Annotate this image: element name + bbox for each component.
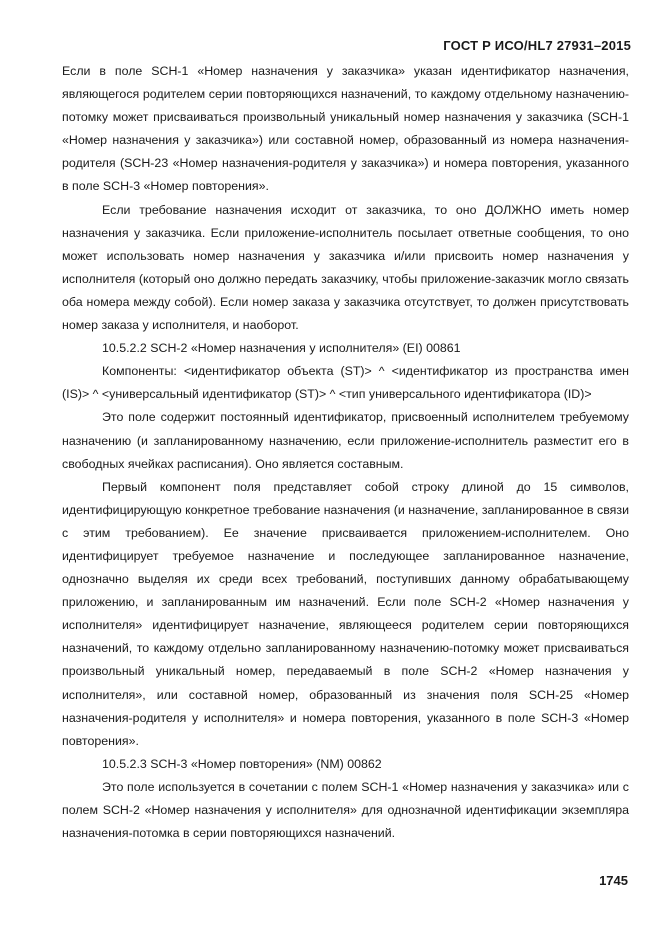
section-heading: 10.5.2.3 SCH-3 «Номер повторения» (NM) 00862 <box>102 756 382 771</box>
document-body <box>62 60 629 845</box>
section-heading: 10.5.2.2 SCH-2 «Номер назначения у исполнителя» (EI) 00861 <box>102 341 461 356</box>
paragraph: Если требование назначения исходит от заказчика, то оно ДОЛЖНО иметь номер назначения у заказчика. Если приложение-исполнитель посылает ответные сообщения, то оно может использовать номер назначения у заказчика и/или присвоить номер назначения у исполнителя (который оно должно передать заказчику, чтобы приложение-заказчик могло связать оба номера между собой). Если номер заказа у заказчика отсутствует, то должен присутствовать номер заказа у исполнителя, и наоборот. <box>62 202 629 333</box>
paragraph: Первый компонент поля представляет собой строку длиной до 15 символов, идентифицирующую конкретное требование назначения (и назначение, запланированное в связи с этим требованием). Ее значение присваивается приложением-исполнителем. Оно идентифицирует требуемое назначение и последующее запланированное назначение, однозначно выделяя их среди всех требований, поступивших данному обрабатывающему приложению, и запланированным им назначений. Если поле SCH-2 «Номер назначения у исполнителя» идентифицирует назначение, являющееся родителем серии повторяющихся назначений, то каждому отдельно запланированному назначению-потомку может присваиваться произвольный уникальный номер, передаваемый в поле SCH-2 «Номер назначения у исполнителя», или составной номер, образованный из значения поля SCH-25 «Номер назначения-родителя у исполнителя» и номера повторения, указанного в поле SCH-3 «Номер повторения». <box>62 479 629 748</box>
document-header: ГОСТ Р ИСО/HL7 27931–2015 <box>443 38 631 53</box>
paragraph: Это поле содержит постоянный идентификатор, присвоенный исполнителем требуемому назначению (и запланированному назначению, если приложение-исполнитель разместит его в свободных ячейках расписания). Оно является составным. <box>62 410 629 471</box>
paragraph: Компоненты: <идентификатор объекта (ST)> ^ <идентификатор из пространства имен (IS)> ^ <универсальный идентификатор (ST)> ^ <тип универсального идентификатора (ID)> <box>62 364 629 402</box>
paragraph: Если в поле SCH-1 «Номер назначения у заказчика» указан идентификатор назначения, являющегося родителем серии повторяющихся назначений, то каждому отдельному назначению-потомку может присваиваться произвольный уникальный номер назначения у заказчика (SCH-1 «Номер назначения у заказчика») или составной номер, образованный из номера назначения-родителя (SCH-23 «Номер назначения-родителя у заказчика») и номера повторения, указанного в поле SCH-3 «Номер повторения». <box>62 64 629 194</box>
paragraph: Это поле используется в сочетании с полем SCH-1 «Номер назначения у заказчика» или с полем SCH-2 «Номер назначения у исполнителя» для однозначной идентификации экземпляра назначения-потомка в серии повторяющихся назначений. <box>62 779 629 841</box>
page-number: 1745 <box>599 873 628 888</box>
